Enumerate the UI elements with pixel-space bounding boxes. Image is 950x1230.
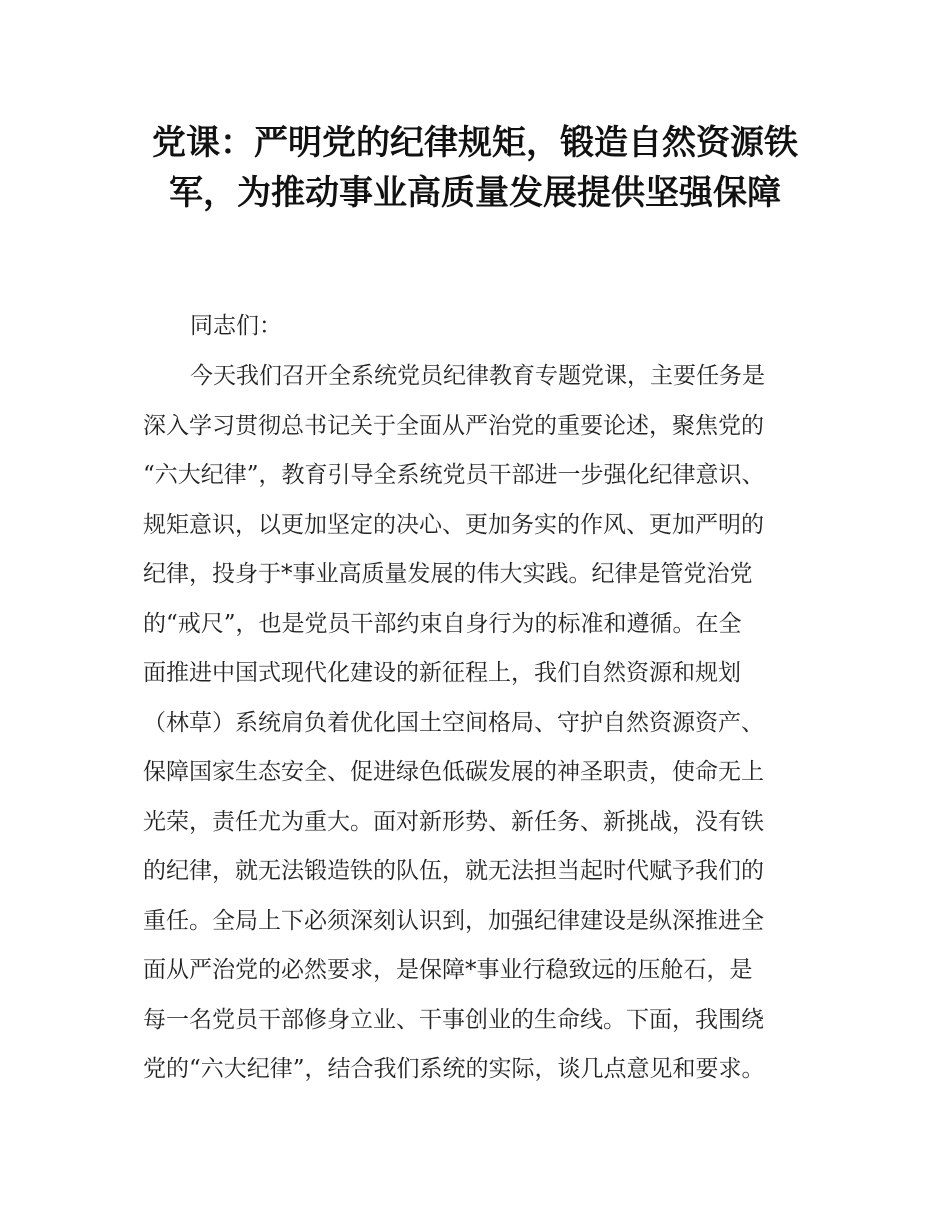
paragraph-line: 每一名党员干部修身立业、干事创业的生命线。下面，我围绕 bbox=[143, 1006, 764, 1033]
title-line: 军，为推动事业高质量发展提供坚强保障 bbox=[169, 173, 781, 213]
paragraph-line: （林草）系统肩负着优化国土空间格局、守护自然资源资产、 bbox=[143, 709, 764, 736]
paragraph-line: 重任。全局上下必须深刻认识到，加强纪律建设是纵深推进全 bbox=[143, 907, 764, 934]
paragraph-line: 规矩意识，以更加坚定的决心、更加务实的作风、更加严明的 bbox=[143, 511, 764, 538]
title-line: 党课：严明党的纪律规矩，锻造自然资源铁 bbox=[152, 123, 798, 163]
paragraph-line: 面推进中国式现代化建设的新征程上，我们自然资源和规划 bbox=[143, 660, 741, 686]
paragraph-line: 面从严治党的必然要求，是保障*事业行稳致远的压舱石，是 bbox=[143, 957, 753, 983]
opening-paragraph bbox=[143, 360, 833, 1103]
document-title bbox=[110, 118, 840, 218]
paragraph-line: 深入学习贯彻总书记关于全面从严治党的重要论述，聚焦党的 bbox=[143, 412, 764, 439]
paragraph-line: 党的“六大纪律”，结合我们系统的实际，谈几点意见和要求。 bbox=[143, 1056, 765, 1082]
paragraph-line: “六大纪律”，教育引导全系统党员干部进一步强化纪律意识、 bbox=[143, 462, 765, 488]
document-body bbox=[143, 310, 833, 1103]
paragraph-line: 保障国家生态安全、促进绿色低碳发展的神圣职责，使命无上 bbox=[143, 759, 764, 785]
greeting: 同志们： bbox=[190, 313, 282, 339]
paragraph-line: 光荣，责任尤为重大。面对新形势、新任务、新挑战，没有铁 bbox=[143, 808, 764, 835]
paragraph-line: 今天我们召开全系统党员纪律教育专题党课，主要任务是 bbox=[190, 363, 765, 389]
paragraph-line: 的“戒尺”，也是党员干部约束自身行为的标准和遵循。在全 bbox=[143, 610, 742, 637]
paragraph-line: 纪律，投身于*事业高质量发展的伟大实践。纪律是管党治党 bbox=[143, 561, 753, 587]
paragraph-line: 的纪律，就无法锻造铁的队伍，就无法担当起时代赋予我们的 bbox=[143, 858, 764, 884]
